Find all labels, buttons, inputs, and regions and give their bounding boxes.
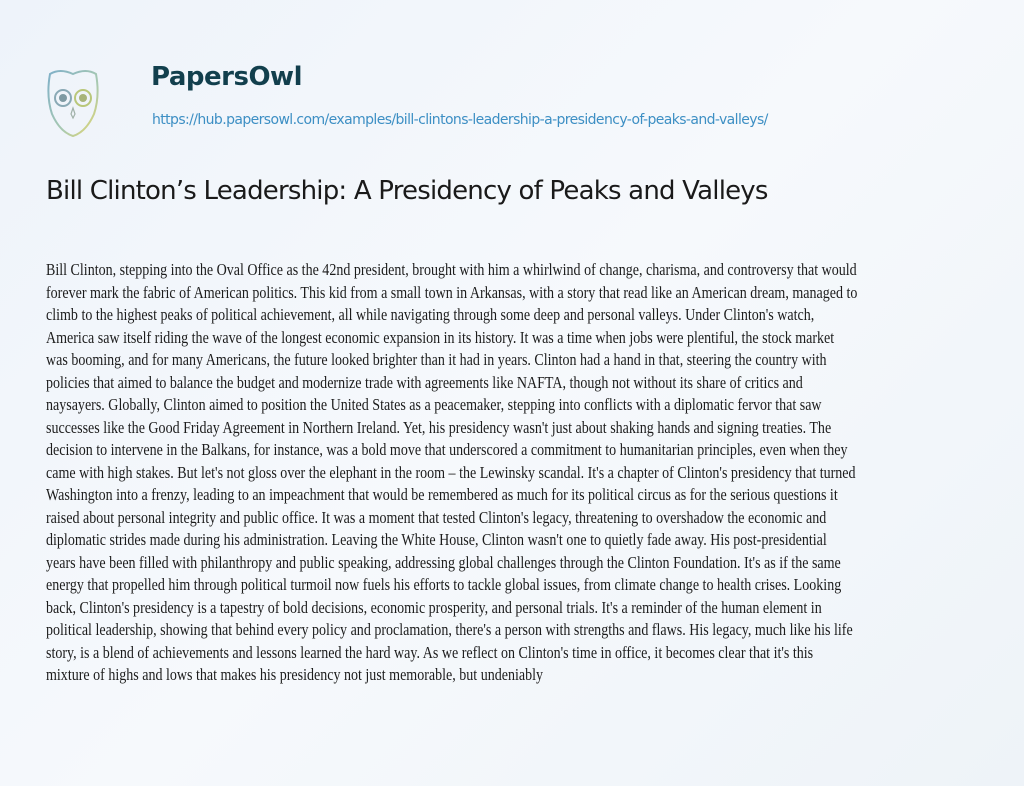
owl-logo-icon bbox=[46, 66, 100, 138]
body-text-line: forever mark the fabric of American politics. This kid from a small town in Arkansas, with a story that read like an American dream, managed to bbox=[46, 282, 858, 302]
body-text-line: Bill Clinton, stepping into the Oval Office as the 42nd president, brought with him a whirlwind of change, charisma, and controversy that would bbox=[46, 260, 857, 279]
body-text-line: was booming, and for many Americans, the future looked brighter than it had in years. Clinton had a hand in that, steering the country with bbox=[46, 350, 827, 369]
body-text-line: successes like the Good Friday Agreement in Northern Ireland. Yet, his presidency wasn't just about shaking hands and signing treaties. The bbox=[46, 417, 832, 437]
body-text-line: naysayers. Globally, Clinton aimed to position the United States as a peacemaker, stepping into conflicts with a diplomatic fervor that saw bbox=[46, 395, 822, 414]
body-text-line: America saw itself riding the wave of the longest economic expansion in its history. It was a time when jobs were plentiful, the stock market bbox=[46, 327, 835, 347]
body-text-line: raised about personal integrity and public office. It was a moment that tested Clinton's legacy, threatening to overshadow the economic and bbox=[46, 507, 827, 527]
article-body bbox=[46, 259, 1001, 687]
page-title: Bill Clinton’s Leadership: A Presidency of Peaks and Valleys bbox=[46, 176, 768, 206]
body-text-line: energy that propelled him through political turmoil now fuels his efforts to tackle global issues, from climate change to health crises. Looking bbox=[46, 575, 842, 594]
body-text-line: decision to intervene in the Balkans, for instance, was a bold move that underscored a commitment to humanitarian principles, even when they bbox=[46, 440, 848, 459]
brand-name: PapersOwl bbox=[151, 62, 302, 92]
body-text-line: mixture of highs and lows that makes his presidency not just memorable, but undeniably bbox=[46, 665, 544, 684]
body-text-line: story, is a blend of achievements and lessons learned the hard way. As we reflect on Clinton's time in office, it becomes clear that it's this bbox=[46, 642, 814, 662]
body-text-line: climb to the highest peaks of political achievement, all while navigating through some deep and personal valleys. Under Clinton's watch, bbox=[46, 305, 815, 324]
source-url-link[interactable]: https://hub.papersowl.com/examples/bill-clintons-leadership-a-presidency-of-peaks-and-valleys/ bbox=[152, 112, 768, 128]
body-text-line: Washington into a frenzy, leading to an impeachment that would be remembered as much for its political circus as for the serious questions it bbox=[46, 485, 838, 504]
body-text-line: back, Clinton's presidency is a tapestry of bold decisions, economic prosperity, and personal trials. It's a reminder of the human element in bbox=[46, 597, 822, 617]
body-text-line: years have been filled with philanthropy and public speaking, addressing global challenges through the Clinton Foundation. It's as if the same bbox=[46, 552, 841, 572]
body-text-line: political leadership, showing that behind every policy and proclamation, there's a person with strengths and flaws. His legacy, much like his life bbox=[46, 620, 853, 639]
body-text-line: policies that aimed to balance the budget and modernize trade with agreements like NAFTA, though not without its share of critics and bbox=[46, 372, 803, 392]
body-text-line: came with high stakes. But let's not gloss over the elephant in the room – the Lewinsky scandal. It's a chapter of Clinton's presidency that turned bbox=[46, 462, 856, 482]
body-text-line: diplomatic strides made during his administration. Leaving the White House, Clinton wasn't one to quietly fade away. His post-presidential bbox=[46, 530, 827, 549]
